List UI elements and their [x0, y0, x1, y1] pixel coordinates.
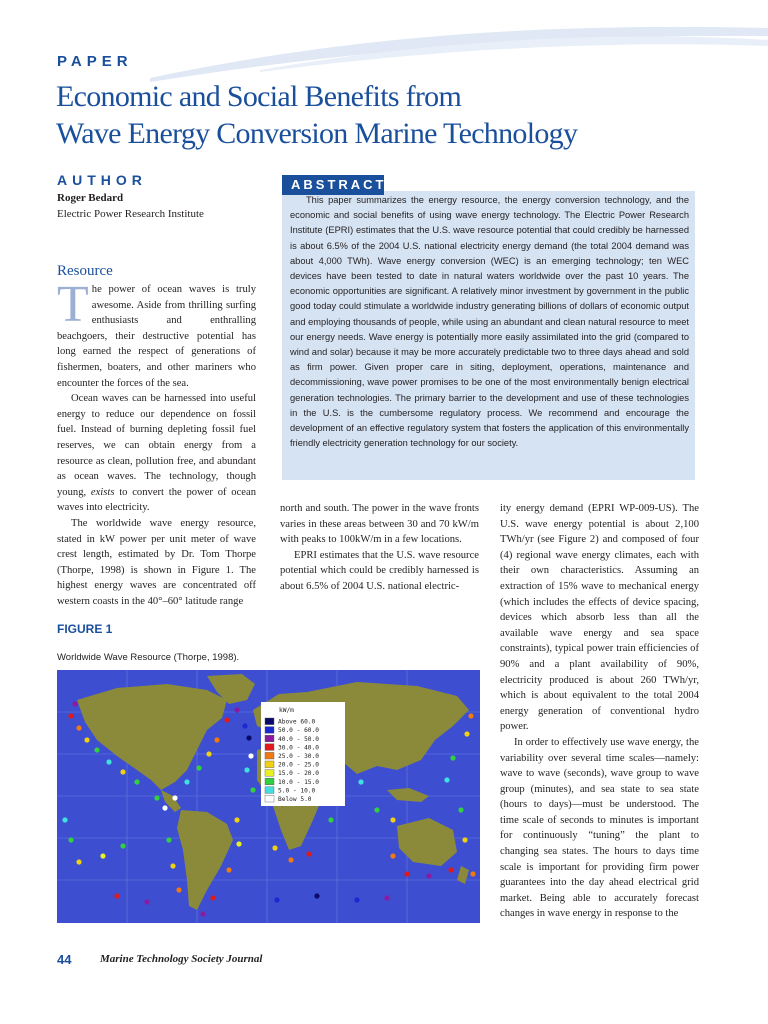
author-affiliation: Electric Power Research Institute	[57, 208, 204, 220]
resource-paragraph-3: The worldwide wave energy resource, stated in kW power per unit meter of wave crest length, estimated by Dr. Tom Thorpe (Thorpe, 1998) is shown in Figure 1. The highest energy waves are concentrated off western coasts in the 40°–60° latitude range	[57, 517, 256, 607]
map-legend-swatch	[265, 727, 274, 734]
map-legend-label: 40.0 - 50.0	[278, 735, 319, 743]
paper-title-line-2: Wave Energy Conversion Marine Technology	[56, 117, 578, 150]
map-legend-label: 20.0 - 25.0	[278, 761, 319, 769]
map-legend-label: 10.0 - 15.0	[278, 778, 319, 786]
resource-paragraph-2-em: exists	[90, 486, 115, 498]
map-legend-label: 30.0 - 40.0	[278, 744, 319, 752]
author-label: AUTHOR	[57, 172, 147, 188]
paper-title-line-1: Economic and Social Benefits from	[56, 80, 462, 113]
figure-label: FIGURE 1	[57, 622, 113, 636]
column-3	[500, 501, 699, 922]
column-3-paragraph-2: In order to effectively use wave energy, the variability over several time scales—namely: wave to wave (seconds), wave group to wave group (minutes), and sea state to sea state (hours to days)—must be understood. The time scale of seconds to minutes is important for continuously “tuning” the plant to changing sea states. The hours to days time scale is important for providing firm power guarantees into the day ahead electrical grid market. Being able to accurately forecast changes in wave energy in response to the	[500, 736, 699, 920]
resource-paragraph-1	[57, 276, 256, 391]
abstract-paragraph: This paper summarizes the energy resource, the energy conversion technology, and the economic and social benefits of using wave energy technology. The Electric Power Research Institute (EPRI) estimates that the U.S. wave resource potential that could credibly be harnessed is about 6.5% of the 2004 U.S. national electricity energy demand (the total 2004 demand was about 4,000 TWh). Wave energy conversion (WEC) is an emerging technology; ten WEC devices have been tested to date in natural waters worldwide over the past 10 years. The economic opportunities are significant. A relatively minor investment by government in the public good today could stimulate a worldwide industry generating billions of dollars of economic output and employing thousands of people, while using an abundant and clean natural resource to meet our energy needs. Wave energy is potentially more easily assimilated into the grid (compared to wind and solar) because it may be more accurately predictable two to three days ahead and sold as firm power. Given proper care in siting, deployment, operations, maintenance and decommissioning, wave power promises to be one of the most environmentally benign electrical generation technologies. The primary barrier to the development and use of these technologies in the U.S. is the cumbersome regulatory process. We recommend and encourage the development of an effective regulatory system that fosters the application of this environmentally friendly electricity generation technology for our society.	[290, 195, 689, 449]
map-legend-swatch	[265, 778, 274, 785]
author-name: Roger Bedard	[57, 192, 124, 204]
column-2-paragraph-2: EPRI estimates that the U.S. wave resource potential which could be credibly harnessed is about 6.5% of 2004 U.S. national electric-	[280, 549, 479, 592]
map-legend-title: kW/m	[279, 707, 294, 714]
map-legend-swatch	[265, 744, 274, 751]
map-legend-label: 25.0 - 30.0	[278, 753, 319, 760]
map-legend-swatch	[265, 752, 274, 759]
map-legend-swatch	[265, 787, 274, 794]
paper-label: PAPER	[57, 53, 133, 70]
resource-paragraph-2-b: to convert the power of ocean waves into electricity.	[57, 486, 257, 514]
map-legend-label: Above 60.0	[278, 718, 316, 726]
map-legend-label: 5.0 - 10.0	[278, 787, 316, 795]
section-heading-resource: Resource	[57, 263, 113, 279]
map-legend-label: 50.0 - 60.0	[278, 727, 319, 735]
resource-paragraph-2	[57, 391, 256, 516]
abstract-label: ABSTRACT	[291, 177, 387, 192]
map-legend-swatch	[265, 795, 274, 802]
column-2-paragraph-1: north and south. The power in the wave fronts varies in these areas between 30 and 70 kW/m with peaks to 100kW/m in a few locations.	[280, 503, 479, 546]
column-3-paragraph-1: ity energy demand (EPRI WP-009-US). The U.S. wave energy potential is about 2,100 TWh/yr (see Figure 2) and composed of four (4) regional wave energy climates, each with their own characteristics. Assuming an extraction of 15% wave to mechanical energy (which includes the effects of device spacing, devices which absorb less than all the available wave energy and sea space constraints), typical power train efficiencies of 90% and a plant availability of 90%, electricity produced is about 260 TWh/yr, which is about equivalent to the total 2004 energy generation of conventional hydro power.	[500, 503, 699, 733]
map-legend-swatch	[265, 770, 274, 777]
map-legend	[261, 702, 345, 806]
resource-paragraph-1-text: he power of ocean waves is truly awesome. Aside from thrilling surfing enthusiasts and enthralling beachgoers, their destructive potential has long earned the respect of generations of fishermen, boaters, and other mariners who encounter the forces of the sea.	[57, 284, 256, 389]
column-2	[280, 501, 479, 595]
resource-paragraph-2-a: Ocean waves can be harnessed into useful energy to reduce our dependence on fossil fuel. Instead of burning depleting fossil fuel reserves, we can obtain energy from a resource as clean, pollution free, and abundant as ocean waves. The technology, though young,	[57, 393, 256, 498]
map-legend-swatch	[265, 735, 274, 742]
map-legend-label: 15.0 - 20.0	[278, 770, 319, 778]
column-1	[57, 276, 257, 609]
journal-name: Marine Technology Society Journal	[100, 953, 263, 965]
drop-cap: T	[57, 276, 89, 333]
page-number: 44	[57, 952, 72, 967]
map-legend-swatch	[265, 761, 274, 768]
map-legend-label: Below 5.0	[278, 796, 312, 803]
world-wave-map	[57, 670, 480, 923]
figure-caption: Worldwide Wave Resource (Thorpe, 1998).	[57, 652, 240, 663]
abstract-text	[290, 193, 689, 451]
map-legend-swatch	[265, 718, 274, 725]
